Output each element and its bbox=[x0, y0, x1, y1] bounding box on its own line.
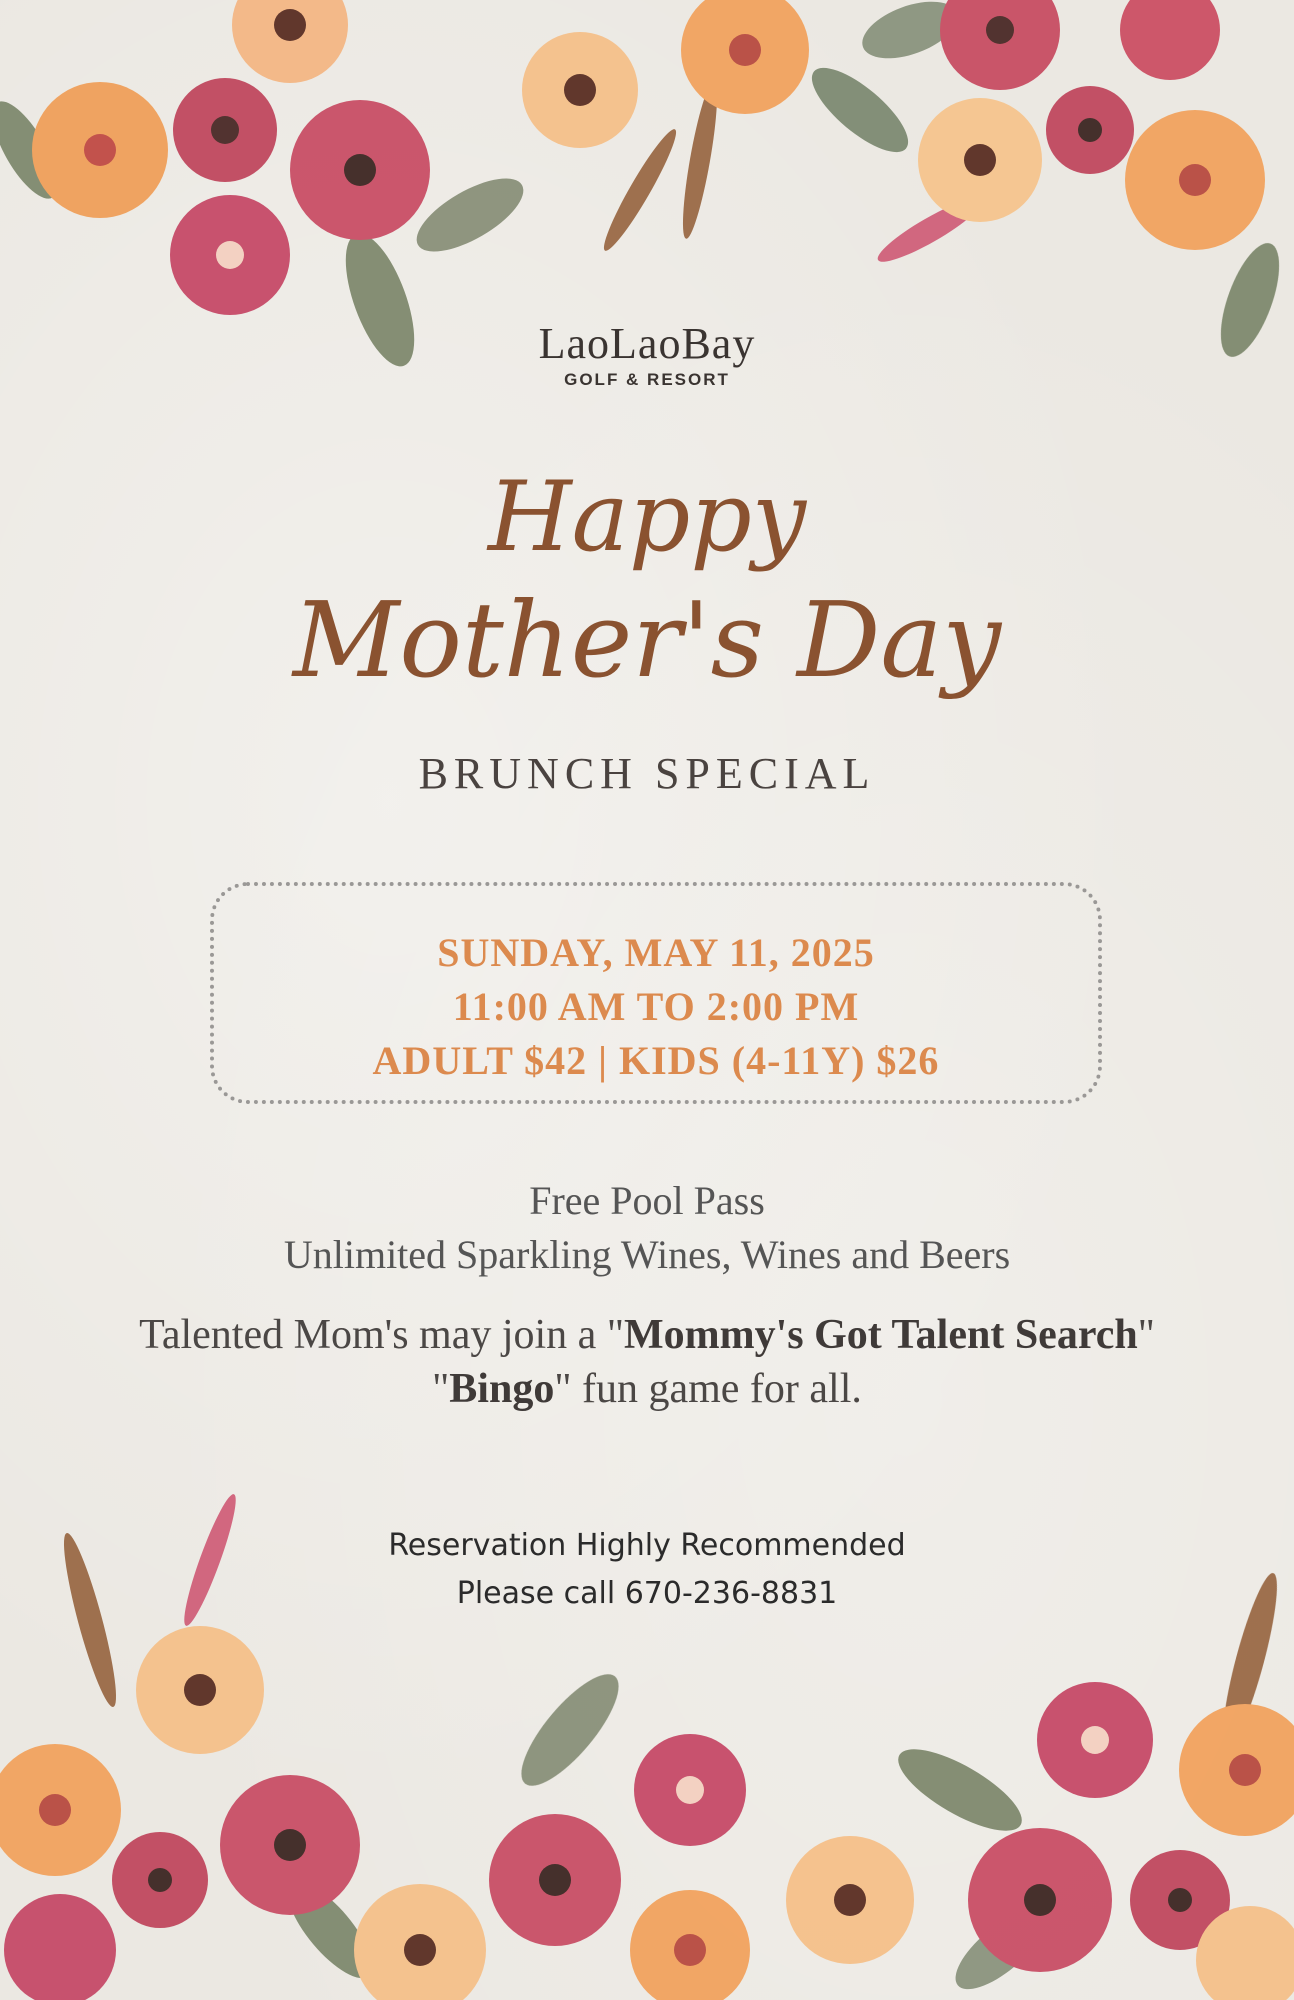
subtitle: BRUNCH SPECIAL bbox=[418, 749, 876, 798]
logo-name: LaoLaoBay bbox=[538, 319, 756, 368]
logo-tagline: GOLF & RESORT bbox=[564, 370, 730, 389]
activity-text: " bbox=[432, 1366, 450, 1412]
event-info-box bbox=[210, 882, 1102, 1104]
activity-text: " fun game for all. bbox=[554, 1366, 862, 1412]
activity-bingo-name: Bingo bbox=[449, 1366, 555, 1412]
reservation-phone: Please call 670-236-8831 bbox=[456, 1576, 838, 1611]
event-time: 11:00 AM TO 2:00 PM bbox=[452, 984, 860, 1029]
event-prices: ADULT $42 | KIDS (4-11Y) $26 bbox=[372, 1038, 940, 1083]
activity-talent-name: Mommy's Got Talent Search bbox=[623, 1312, 1138, 1358]
perk-unlimited-drinks: Unlimited Sparkling Wines, Wines and Beers bbox=[283, 1232, 1011, 1277]
perk-pool-pass: Free Pool Pass bbox=[529, 1178, 765, 1223]
resort-logo bbox=[0, 320, 1294, 390]
activity-text: " bbox=[1137, 1312, 1155, 1358]
title-line-1: Happy bbox=[487, 461, 807, 573]
title-line-2: Mother's Day bbox=[292, 579, 1002, 701]
perks-list bbox=[0, 1174, 1294, 1282]
reservation-note: Reservation Highly Recommended bbox=[388, 1528, 906, 1563]
reservation-info bbox=[0, 1522, 1294, 1618]
event-date: SUNDAY, MAY 11, 2025 bbox=[437, 930, 875, 975]
activity-bingo bbox=[0, 1362, 1294, 1416]
activities bbox=[0, 1308, 1294, 1416]
activity-talent-search bbox=[0, 1308, 1294, 1362]
activity-text: Talented Mom's may join a " bbox=[139, 1312, 624, 1358]
